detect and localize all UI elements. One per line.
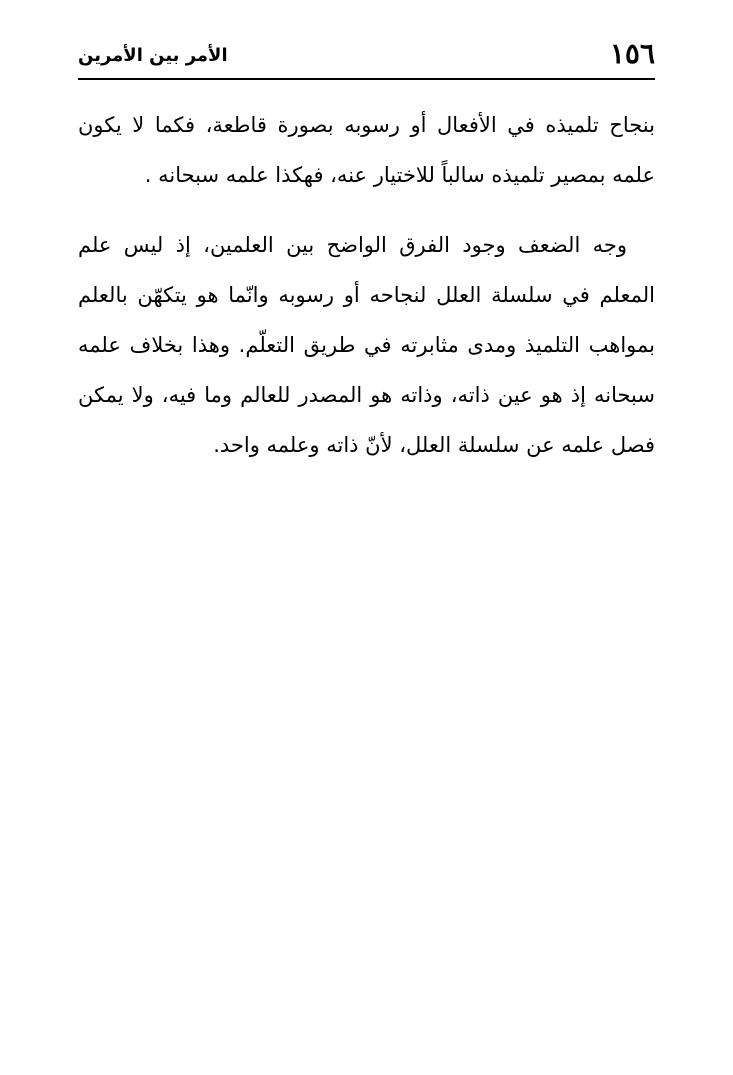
body-text (78, 100, 655, 470)
page-number: ١٥٦ (609, 37, 655, 70)
paragraph-1: بنجاح تلميذه في الأفعال أو رسوبه بصورة قاطعة، فكما لا يكون علمه بمصير تلميذه سالباً للاختيار عنه، فهكذا علمه سبحانه . (78, 113, 655, 187)
running-title: الأمر بين الأمرين (78, 45, 228, 66)
paragraph-2: وجه الضعف وجود الفرق الواضح بين العلمين، إذ ليس علم المعلم في سلسلة العلل لنجاحه أو رسوبه وانّما هو يتكهّن بالعلم بمواهب التلميذ ومدى مثابرته في طريق التعلّم. وهذا بخلاف علمه سبحانه إذ هو عين ذاته، وذاته هو المصدر للعالم وما فيه، ولا يمكن فصل علمه عن سلسلة العلل، لأنّ ذاته وعلمه واحد. (78, 233, 655, 457)
page-header (78, 34, 655, 80)
